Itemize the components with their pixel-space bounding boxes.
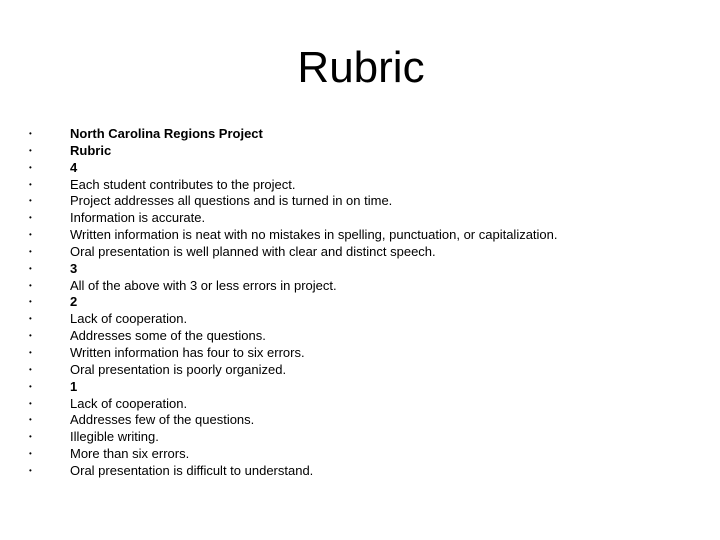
rubric-item-text: Oral presentation is difficult to understand. (70, 462, 314, 478)
bullet-marker: • (29, 246, 32, 256)
rubric-list-item (29, 177, 689, 194)
bullet-marker: • (29, 465, 32, 475)
rubric-list-item (29, 160, 689, 177)
rubric-list-item (29, 446, 689, 463)
rubric-list-item (29, 345, 689, 362)
rubric-list-item (29, 294, 689, 311)
bullet-marker: • (29, 280, 32, 290)
rubric-item-text: Written information has four to six errors. (70, 344, 305, 360)
rubric-item-text: Project addresses all questions and is turned in on time. (70, 193, 393, 209)
rubric-item-text: 1 (70, 378, 78, 394)
rubric-list-item (29, 412, 689, 429)
rubric-list-item (29, 362, 689, 379)
rubric-item-text: Each student contributes to the project. (70, 176, 296, 192)
bullet-marker: • (29, 347, 32, 357)
bullet-marker: • (29, 297, 32, 307)
bullet-marker: • (29, 398, 32, 408)
rubric-list-item (29, 463, 689, 480)
rubric-list-item (29, 278, 689, 295)
bullet-marker: • (29, 432, 32, 442)
rubric-list-item (29, 396, 689, 413)
rubric-list-item (29, 261, 689, 278)
bullet-marker: • (29, 162, 32, 172)
rubric-item-text: Lack of cooperation. (70, 395, 188, 411)
rubric-list-item (29, 429, 689, 446)
rubric-list-item (29, 328, 689, 345)
bullet-marker: • (29, 213, 32, 223)
rubric-item-text: 2 (70, 294, 78, 310)
rubric-item-text: Lack of cooperation. (70, 311, 188, 327)
rubric-list-item (29, 143, 689, 160)
rubric-list-item (29, 227, 689, 244)
rubric-list-item (29, 193, 689, 210)
bullet-marker: • (29, 331, 32, 341)
bullet-marker: • (29, 314, 32, 324)
rubric-list-item (29, 311, 689, 328)
bullet-marker: • (29, 129, 32, 138)
bullet-marker: • (29, 415, 32, 425)
rubric-item-text: 3 (70, 260, 78, 276)
rubric-item-text: More than six errors. (70, 446, 190, 462)
rubric-item-text: Illegible writing. (70, 429, 159, 445)
bullet-marker: • (29, 196, 32, 206)
rubric-bullet-list (29, 126, 689, 480)
rubric-list-item (29, 210, 689, 227)
bullet-marker: • (29, 263, 32, 273)
rubric-item-text: Oral presentation is well planned with clear and distinct speech. (70, 243, 436, 259)
rubric-item-text: Addresses some of the questions. (70, 328, 266, 344)
bullet-marker: • (29, 230, 32, 240)
slide-title: Rubric (297, 43, 425, 92)
rubric-item-text: All of the above with 3 or less errors in project. (70, 277, 337, 293)
rubric-list-item (29, 244, 689, 261)
rubric-item-text: Information is accurate. (70, 210, 206, 226)
bullet-marker: • (29, 145, 32, 155)
bullet-marker: • (29, 449, 32, 459)
bullet-marker: • (29, 179, 32, 189)
rubric-item-text: Rubric (70, 142, 112, 158)
rubric-item-text: Oral presentation is poorly organized. (70, 361, 287, 377)
rubric-item-text: North Carolina Regions Project (70, 126, 263, 141)
rubric-item-text: Written information is neat with no mistakes in spelling, punctuation, or capitalization. (70, 227, 558, 243)
rubric-item-text: Addresses few of the questions. (70, 412, 255, 428)
rubric-list-item (29, 379, 689, 396)
bullet-marker: • (29, 364, 32, 374)
bullet-marker: • (29, 381, 32, 391)
rubric-list-item (29, 126, 689, 143)
rubric-item-text: 4 (70, 159, 78, 175)
